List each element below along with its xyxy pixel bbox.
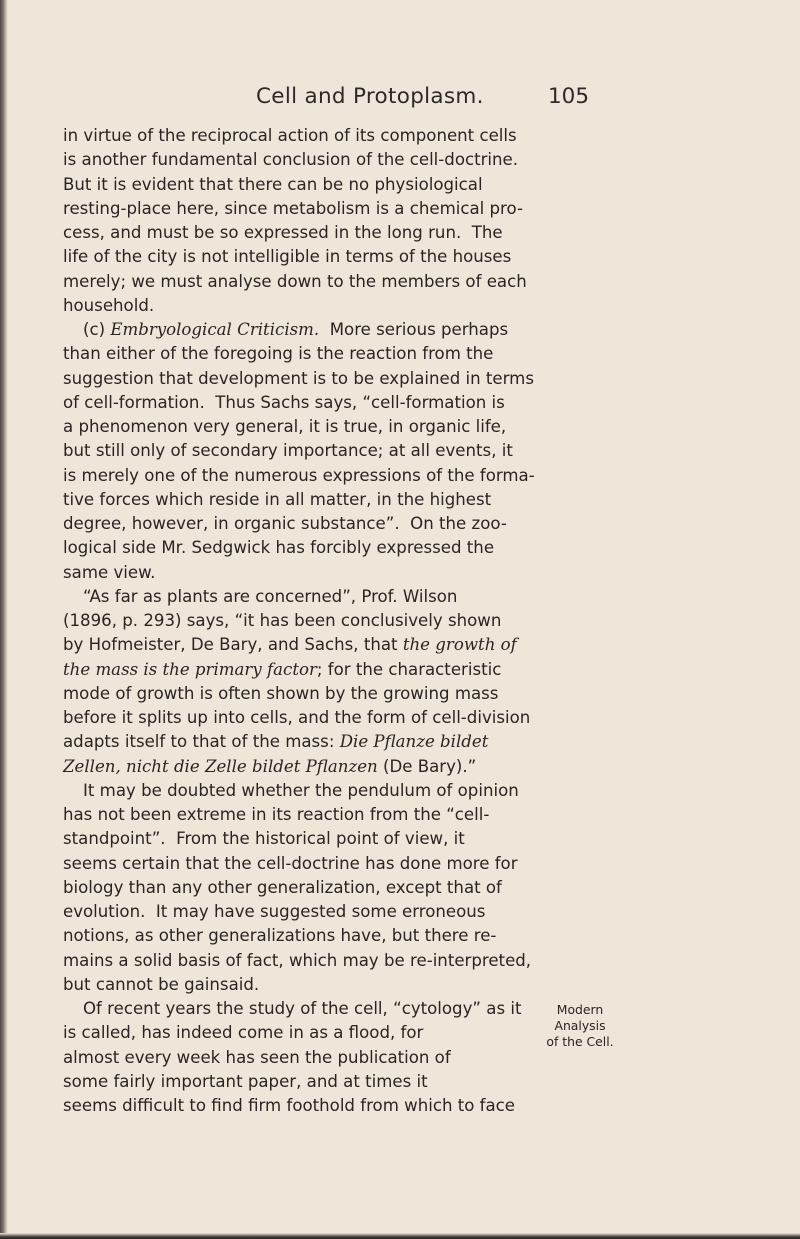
text-line: tive forces which reside in all matter, in the highest [63, 489, 492, 509]
text-run: ; for the characteristic [316, 659, 502, 679]
text-line: almost every week has seen the publication of [63, 1047, 451, 1067]
page-bottom-edge [0, 1233, 800, 1239]
text-line: some fairly important paper, and at times it [63, 1071, 428, 1091]
margin-note [520, 1002, 640, 1050]
text-line: notions, as other generalizations have, but there re- [63, 926, 497, 946]
running-head [0, 84, 800, 118]
section-label: (c) [83, 320, 111, 339]
section-heading: Embryological Criticism. [110, 320, 320, 339]
text-line: But it is evident that there can be no physiological [63, 174, 483, 194]
margin-note-line: of the Cell. [546, 1034, 614, 1049]
text-line [63, 755, 663, 779]
text-line: seems difficult to find firm foothold from which to face [63, 1096, 516, 1115]
text-line: is merely one of the numerous expressions of the forma- [63, 465, 535, 485]
text-run: (De Bary).” [377, 756, 477, 776]
margin-note-line: Modern [556, 1002, 604, 1017]
text-line [63, 658, 663, 682]
page-binding-edge [0, 0, 8, 1239]
text-line: but still only of secondary importance; at all events, it [63, 441, 513, 461]
text-line: is another fundamental conclusion of the cell-doctrine. [63, 150, 519, 170]
text-line [63, 730, 663, 754]
text-line: logical side Mr. Sedgwick has forcibly expressed the [63, 538, 495, 558]
text-line: same view. [63, 562, 156, 582]
text-line: mode of growth is often shown by the growing mass [63, 683, 499, 703]
text-line: suggestion that development is to be explained in terms [63, 368, 534, 388]
text-run: adapts itself to that of the mass: [63, 732, 340, 752]
text-run: by Hofmeister, De Bary, and Sachs, that [63, 635, 403, 655]
text-line: is called, has indeed come in as a flood, for [63, 1023, 424, 1043]
text-line: of cell-formation. Thus Sachs says, “cell-formation is [63, 392, 505, 412]
italic-run: the mass is the primary factor [63, 659, 317, 679]
text-line: life of the city is not intelligible in terms of the houses [63, 247, 512, 267]
text-line: but cannot be gainsaid. [63, 974, 260, 994]
text-line: degree, however, in organic substance”. On the zoo- [63, 514, 507, 533]
text-line: “As far as plants are concerned”, Prof. Wilson [83, 586, 458, 606]
text-line: has not been extreme in its reaction from the “cell- [63, 805, 490, 824]
margin-note-line: Analysis [554, 1018, 606, 1033]
text-line: evolution. It may have suggested some erroneous [63, 902, 486, 921]
text-line [63, 633, 663, 657]
page-number: 105 [548, 84, 590, 109]
text-line: in virtue of the reciprocal action of its component cells [63, 126, 517, 145]
text-line: household. [63, 295, 155, 315]
text-line: biology than any other generalization, except that of [63, 877, 502, 897]
body-text [63, 124, 663, 1118]
text-line: merely; we must analyse down to the members of each [63, 271, 527, 291]
text-line: It may be doubted whether the pendulum of opinion [83, 780, 519, 800]
running-title: Cell and Protoplasm. [256, 84, 484, 109]
text-line: standpoint”. From the historical point of view, it [63, 829, 465, 849]
italic-run: the growth of [402, 635, 517, 655]
text-run: More serious perhaps [319, 320, 509, 339]
italic-run: Zellen, nicht die Zelle bildet Pflanzen [63, 756, 378, 776]
text-line: seems certain that the cell-doctrine has done more for [63, 853, 518, 873]
text-line: before it splits up into cells, and the form of cell-division [63, 708, 531, 727]
text-line: Of recent years the study of the cell, “cytology” as it [83, 999, 522, 1018]
section-heading-line [63, 318, 663, 342]
text-line: resting-place here, since metabolism is a chemical pro- [63, 198, 523, 218]
text-line: mains a solid basis of fact, which may be re-interpreted, [63, 950, 532, 970]
text-line: cess, and must be so expressed in the long run. The [63, 223, 503, 242]
text-line: than either of the foregoing is the reaction from the [63, 344, 494, 364]
text-line: (1896, p. 293) says, “it has been conclusively shown [63, 611, 502, 630]
text-line: a phenomenon very general, it is true, in organic life, [63, 417, 507, 436]
italic-run: Die Pflanze bildet [339, 732, 489, 752]
